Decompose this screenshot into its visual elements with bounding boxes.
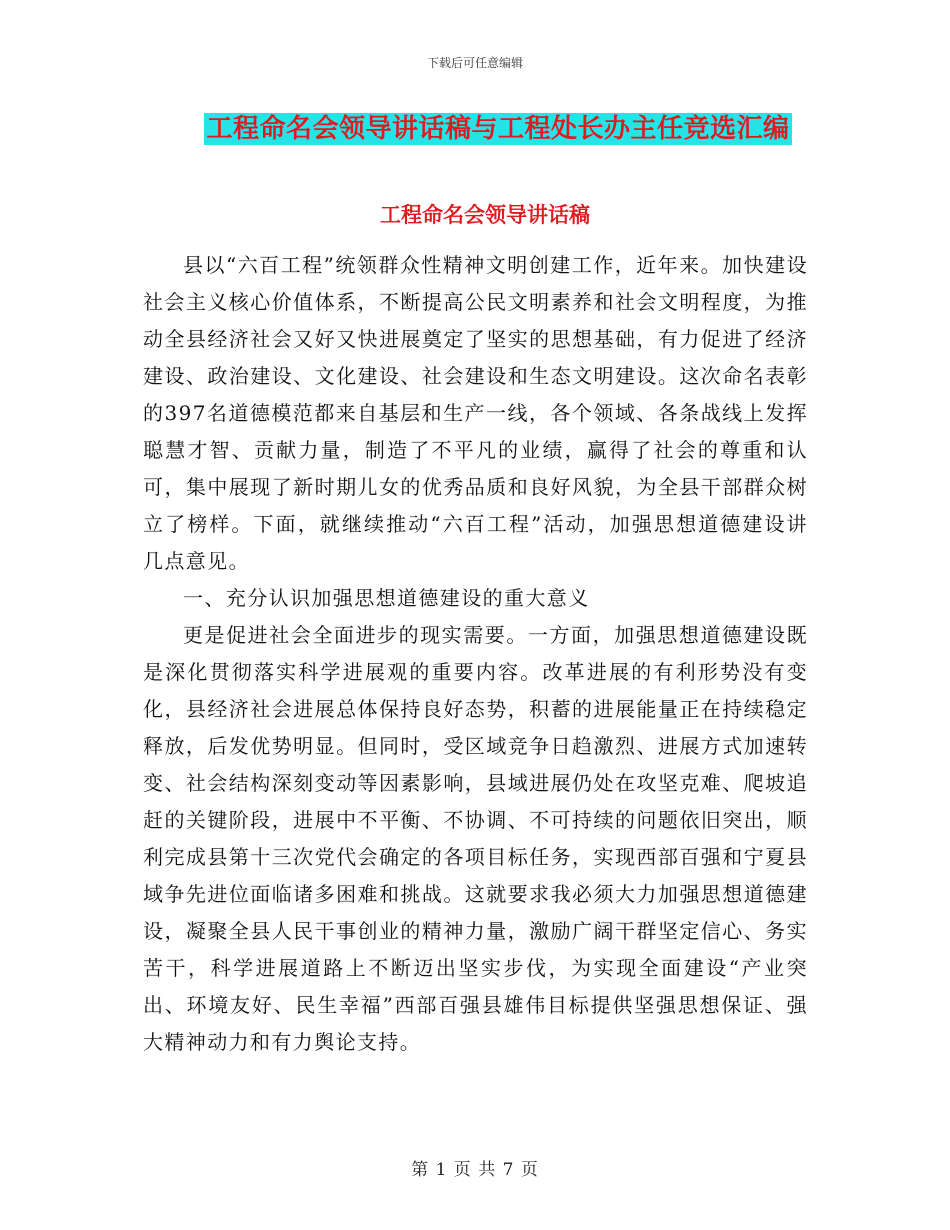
paragraph-significance: 更是促进社会全面进步的现实需要。一方面，加强思想道德建设既是深化贯彻落实科学进展观的重要内容。改革进展的有利形势没有变化，县经济社会进展总体保持良好态势，积蓄的进展能量正在持续稳定释放，后发优势明显。但同时，受区域竞争日趋激烈、进展方式加速转变、社会结构深刻变动等因素影响，县域进展仍处在攻坚克难、爬坡追赶的关键阶段，进展中不平衡、不协调、不可持续的问题依旧突出，顺利完成县第十三次党代会确定的各项目标任务，实现西部百强和宁夏县域争先进位面临诸多困难和挑战。这就要求我必须大力加强思想道德建设，凝聚全县人民干事创业的精神力量，激励广阔干群坚定信心、务实苦干，科学进展道路上不断迈出坚实步伐，为实现全面建设“产业突出、环境友好、民生幸福”西部百强县雄伟目标提供坚强思想保证、强大精神动力和有力舆论支持。 (143, 623, 808, 1054)
section-title: 工程命名会领导讲话稿 (380, 203, 590, 227)
paragraph-heading-1: 一、充分认识加强思想道德建设的重大意义 (183, 586, 590, 610)
header-note: 下载后可任意编辑 (426, 56, 523, 70)
paragraph-intro: 县以“六百工程”统领群众性精神文明创建工作，近年来。加快建设社会主义核心价值体系，不断提高公民文明素养和社会文明程度，为推动全县经济社会又好又快进展奠定了坚实的思想基础，有力促进了经济建设、政治建设、文化建设、社会建设和生态文明建设。这次命名表彰的397名道德模范都来自基层和生产一线，各个领域、各条战线上发挥聪慧才智、贡献力量，制造了不平凡的业绩，赢得了社会的尊重和认可，集中展现了新时期儿女的优秀品质和良好风貌，为全县干部群众树立了榜样。下面，就继续推动“六百工程”活动，加强思想道德建设讲几点意见。 (143, 253, 808, 573)
document-title: 工程命名会领导讲话稿与工程处长办主任竞选汇编 (206, 114, 790, 144)
body-text (143, 247, 808, 1061)
document-title-container (0, 113, 950, 145)
page-footer: 第 1 页 共 7 页 (411, 1160, 539, 1180)
